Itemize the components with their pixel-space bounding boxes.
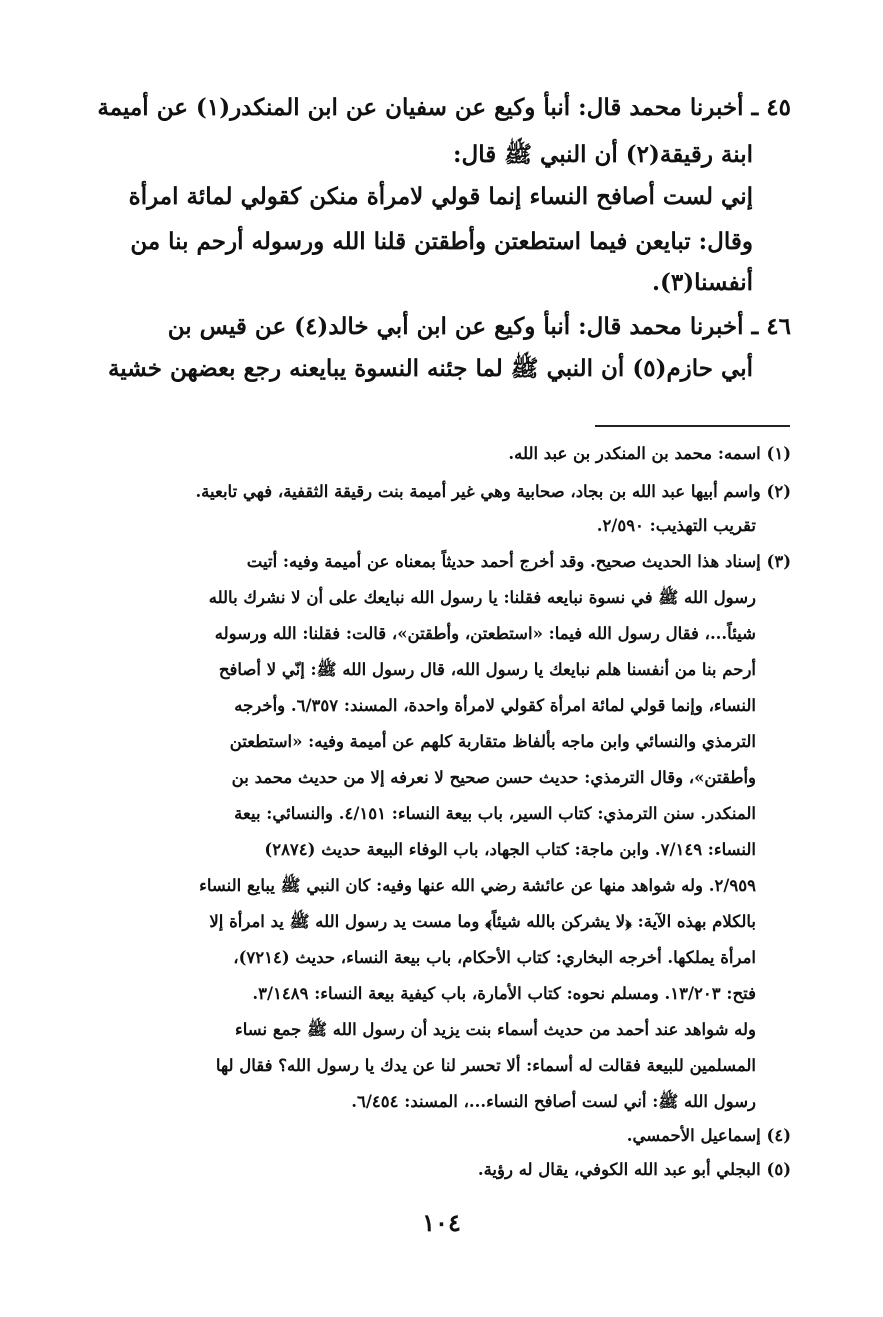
- hadith-46-line-2: أبي حازم(٥) أن النبي ﷺ لما جئنه النسوة يبايعنه رجع بعضهن خشية: [107, 355, 753, 382]
- footnote-separator: [595, 425, 790, 427]
- footnote-2-line-1: (٢) واسم أبيها عبد الله بن بجاد، صحابية وهي غير أميمة بنت رقيقة الثقفية، فهي تابعية.: [195, 482, 791, 501]
- hadith-45-line-3: إني لست أصافح النساء إنما قولي لامرأة منكن كقولي لمائة امرأة: [128, 183, 753, 210]
- page-number: ١٠٤: [422, 1208, 461, 1237]
- footnote-1: (١) اسمه: محمد بن المنكدر بن عبد الله.: [508, 444, 791, 463]
- footnote-3-line-12: امرأة يملكها. أخرجه البخاري: كتاب الأحكام، باب بيعة النساء، حديث (٧٢١٤)،: [233, 948, 756, 967]
- footnote-3-line-8: المنكدر. سنن الترمذي: كتاب السير، باب بيعة النساء: ٤/١٥١. والنسائي: بيعة: [234, 804, 756, 823]
- footnote-3-line-2: رسول الله ﷺ في نسوة نبايعه فقلنا: يا رسول الله نبايعك على أن لا نشرك بالله: [208, 588, 756, 607]
- footnote-3-line-9: النساء: ٧/١٤٩. وابن ماجة: كتاب الجهاد، باب الوفاء البيعة حديث (٢٨٧٤): [264, 840, 756, 859]
- footnote-4: (٤) إسماعيل الأحمسي.: [626, 1126, 791, 1145]
- footnote-3-line-6: الترمذي والنسائي وابن ماجه بألفاظ متقاربة كلهم عن أميمة وفيه: «استطعتن: [229, 732, 756, 751]
- hadith-45-line-4: وقال: تبايعن فيما استطعتن وأطقتن قلنا الله ورسوله أرحم بنا من: [130, 228, 753, 255]
- footnote-3-line-3: شيئاً...، فقال رسول الله فيما: «استطعتن، وأطقتن»، قالت: فقلنا: الله ورسوله: [214, 624, 756, 643]
- footnote-3-line-5: النساء، وإنما قولي لمائة امرأة كقولي لامرأة واحدة، المسند: ٦/٣٥٧. وأخرجه: [234, 696, 756, 715]
- footnote-3-line-16: رسول الله ﷺ: أني لست أصافح النساء...، المسند: ٦/٤٥٤.: [351, 1092, 756, 1111]
- footnote-2-line-2: تقريب التهذيب: ٢/٥٩٠.: [596, 516, 756, 535]
- hadith-45-line-1: ٤٥ ـ أخبرنا محمد قال: أنبأ وكيع عن سفيان عن ابن المنكدر(١) عن أميمة: [97, 94, 791, 121]
- footnote-3-line-13: فتح: ١٣/٢٠٣. ومسلم نحوه: كتاب الأمارة، باب كيفية بيعة النساء: ٣/١٤٨٩.: [252, 984, 756, 1003]
- footnote-3-line-15: المسلمين للبيعة فقالت له أسماء: ألا تحسر لنا عن يدك يا رسول الله؟ فقال لها: [215, 1056, 756, 1075]
- footnote-3-line-14: وله شواهد عند أحمد من حديث أسماء بنت يزيد أن رسول الله ﷺ جمع نساء: [234, 1020, 756, 1039]
- footnote-3-line-7: وأطقتن»، وقال الترمذي: حديث حسن صحيح لا نعرفه إلا من حديث محمد بن: [231, 768, 756, 787]
- footnote-5: (٥) البجلي أبو عبد الله الكوفي، يقال له رؤية.: [477, 1160, 791, 1179]
- hadith-45-line-5: أنفسنا(٣).: [651, 269, 753, 296]
- footnote-3-line-11: بالكلام بهذه الآية: ﴿لا يشركن بالله شيئاً﴾ وما مست يد رسول الله ﷺ يد امرأة إلا: [209, 912, 756, 931]
- footnote-3-line-4: أرحم بنا من أنفسنا هلم نبايعك يا رسول الله، قال رسول الله ﷺ: إنّي لا أصافح: [218, 660, 756, 679]
- footnote-3-line-1: (٣) إسناد هذا الحديث صحيح. وقد أخرج أحمد حديثاً بمعناه عن أميمة وفيه: أتيت: [246, 552, 791, 571]
- footnote-3-line-10: ٢/٩٥٩. وله شواهد منها عن عائشة رضي الله عنها وفيه: كان النبي ﷺ يبايع النساء: [199, 876, 756, 895]
- hadith-46-line-1: ٤٦ ـ أخبرنا محمد قال: أنبأ وكيع عن ابن أبي خالد(٤) عن قيس بن: [167, 313, 791, 340]
- hadith-45-line-2: ابنة رقيقة(٢) أن النبي ﷺ قال:: [453, 141, 753, 168]
